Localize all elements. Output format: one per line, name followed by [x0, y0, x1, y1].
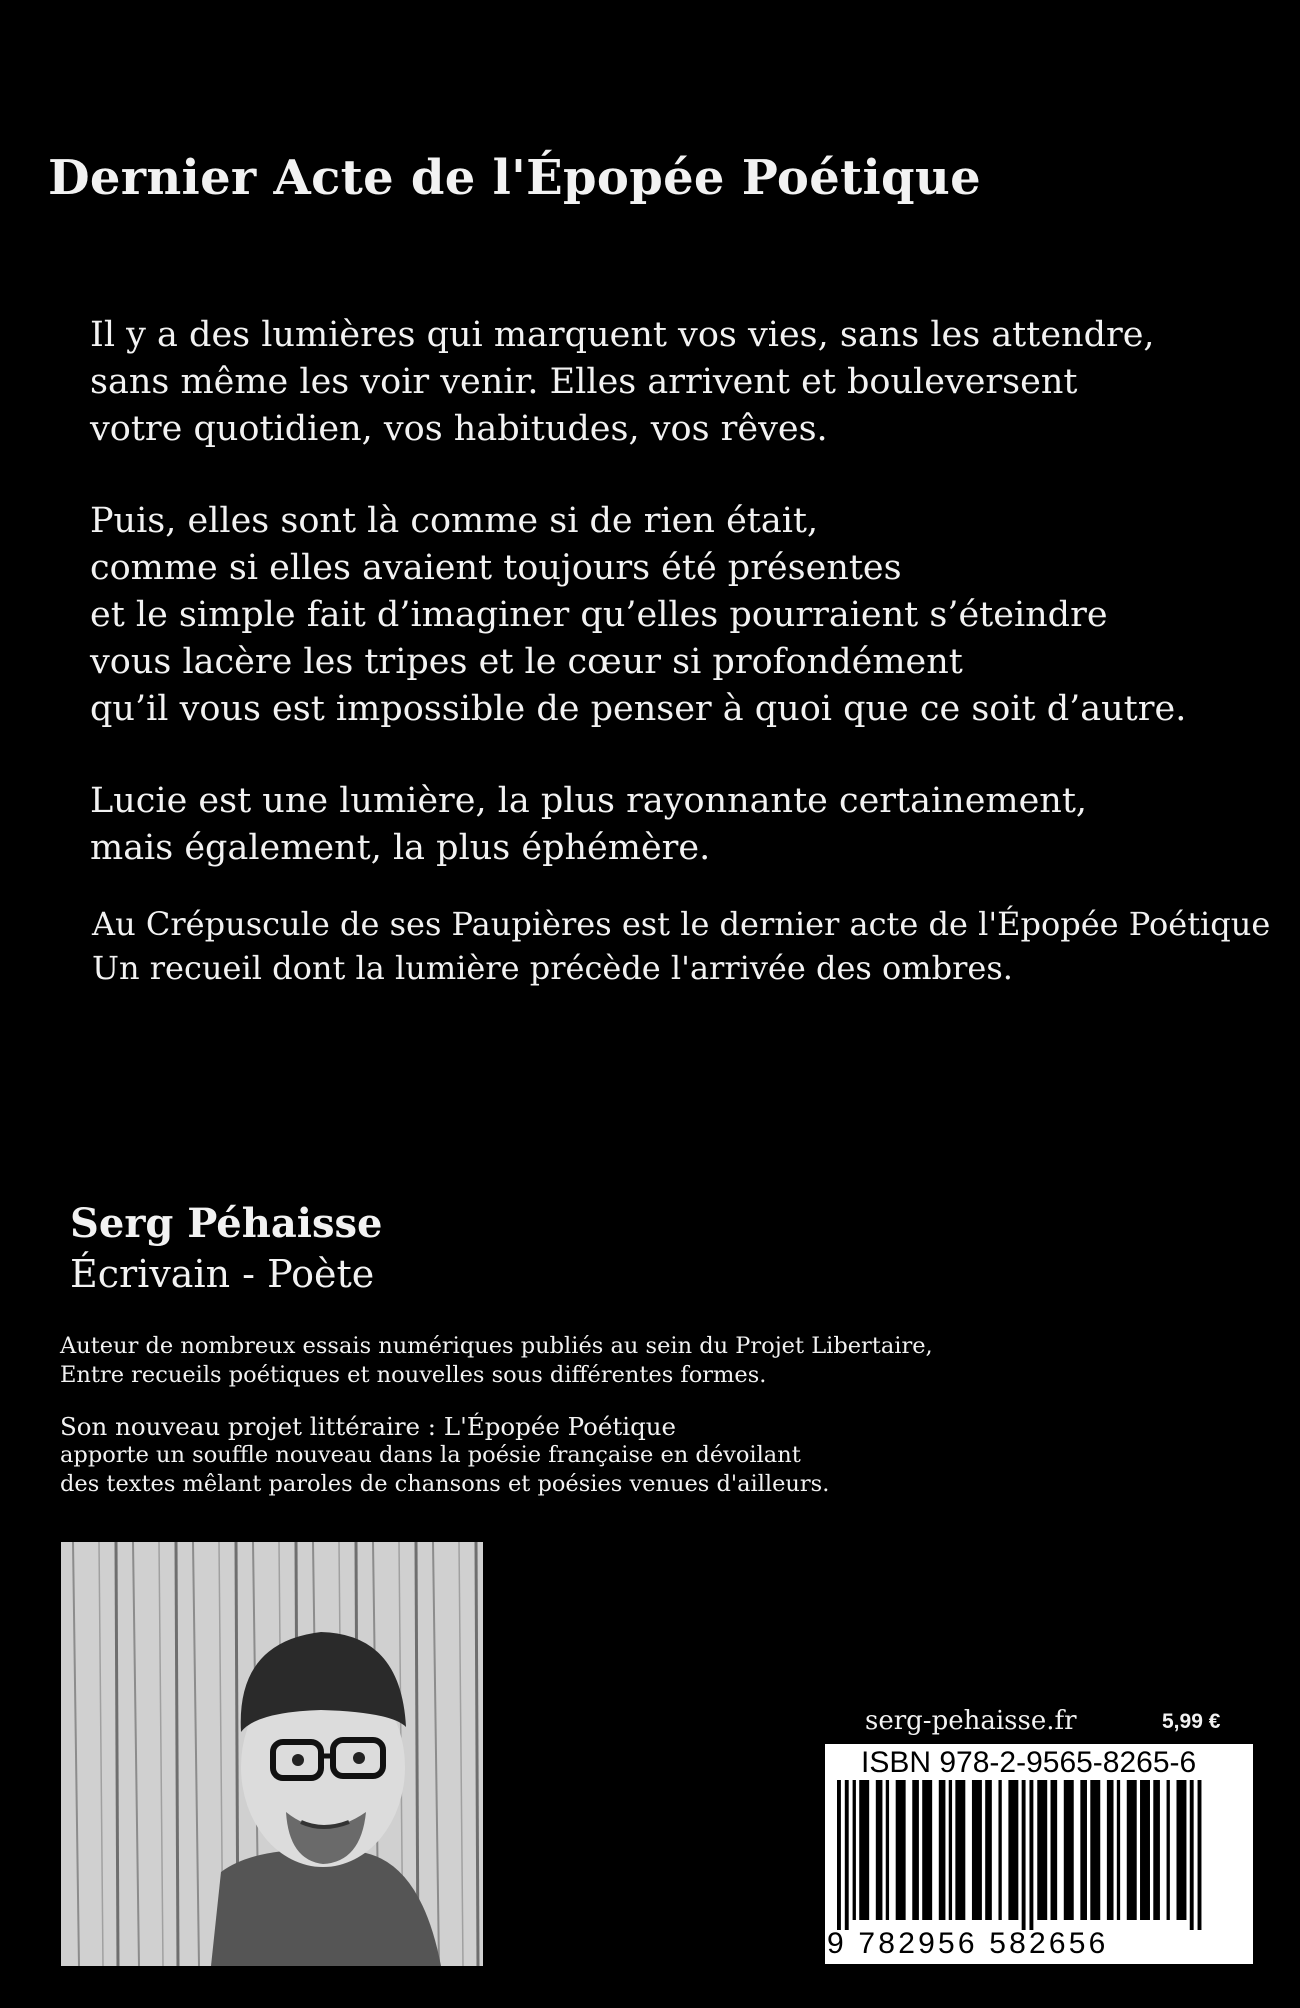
bio-line: Entre recueils poétiques et nouvelles sous différentes formes.	[60, 1362, 767, 1388]
barcode-bar	[1153, 1780, 1160, 1920]
blurb-paragraph-3	[90, 778, 1250, 872]
barcode-bar	[876, 1780, 883, 1920]
barcode-bar	[949, 1780, 952, 1920]
barcode-bar	[853, 1780, 856, 1920]
blurb-line: qu’il vous est impossible de penser à quoi que ce soit d’autre.	[90, 689, 1187, 729]
barcode-bar	[1176, 1780, 1186, 1920]
barcode-bar	[859, 1780, 869, 1920]
blurb-line: Il y a des lumières qui marquent vos vies, sans les attendre,	[90, 315, 1155, 355]
barcode-bar	[1064, 1780, 1074, 1920]
blurb-paragraph-2	[90, 498, 1250, 733]
barcode-bar	[998, 1780, 1001, 1920]
closing-line: Au Crépuscule de ses Paupières est le dernier acte de l'Épopée Poétique	[92, 905, 1271, 943]
blurb-line: sans même les voir venir. Elles arrivent et bouleversent	[90, 362, 1078, 402]
bio-line: Auteur de nombreux essais numériques publiés au sein du Projet Libertaire,	[60, 1333, 933, 1359]
barcode-bar	[896, 1780, 906, 1920]
isbn-label: ISBN 978-2-9565-8265-6	[861, 1746, 1197, 1779]
isbn-barcode	[825, 1744, 1253, 1964]
price-label: 5,99 €	[1162, 1710, 1221, 1733]
blurb-line: Puis, elles sont là comme si de rien était,	[90, 501, 819, 541]
closing-line: Un recueil dont la lumière précède l'arrivée des ombres.	[92, 949, 1013, 987]
blurb-line: votre quotidien, vos habitudes, vos rêves.	[90, 409, 828, 449]
barcode-bar	[1190, 1780, 1194, 1930]
barcode-bar	[939, 1780, 946, 1920]
barcode-bar	[1167, 1780, 1170, 1920]
barcode-bar	[955, 1780, 965, 1920]
barcode-bar	[845, 1780, 849, 1930]
barcode-bars	[833, 1780, 1245, 1930]
barcode-bar	[1051, 1780, 1058, 1920]
author-role: Écrivain - Poète	[70, 1252, 375, 1296]
barcode-bar	[922, 1780, 932, 1920]
blurb-line: et le simple fait d’imaginer qu’elles pourraient s’éteindre	[90, 595, 1108, 635]
barcode-bar	[1107, 1780, 1114, 1920]
bio-line: apporte un souffle nouveau dans la poésie française en dévoilant	[60, 1442, 801, 1468]
barcode-bar	[1008, 1780, 1018, 1920]
barcode-bar	[1140, 1780, 1150, 1920]
barcode-bar	[972, 1780, 982, 1920]
book-title: Dernier Acte de l'Épopée Poétique	[48, 150, 981, 206]
barcode-bar	[1198, 1780, 1202, 1930]
blurb	[90, 312, 1250, 917]
blurb-line: Lucie est une lumière, la plus rayonnante certainement,	[90, 781, 1088, 821]
author-name: Serg Péhaisse	[70, 1200, 383, 1247]
barcode-bar	[1117, 1780, 1120, 1920]
blurb-line: mais également, la plus éphémère.	[90, 828, 711, 868]
barcode-bar	[1127, 1780, 1137, 1920]
barcode-bar	[1037, 1780, 1047, 1920]
closing-statement	[92, 902, 1272, 990]
blurb-paragraph-1	[90, 312, 1250, 453]
author-photo	[61, 1542, 483, 1966]
barcode-bar	[886, 1780, 889, 1920]
barcode-bar	[1022, 1780, 1026, 1930]
author-bio	[60, 1332, 960, 1499]
author-portrait-image	[61, 1542, 483, 1966]
website-url[interactable]: serg-pehaisse.fr	[865, 1706, 1077, 1736]
barcode-bar	[985, 1780, 992, 1920]
barcode-bar	[912, 1780, 919, 1920]
barcode-bar	[1080, 1780, 1087, 1920]
barcode-bar	[1090, 1780, 1100, 1920]
barcode-bar	[837, 1780, 841, 1930]
barcode-bar	[1029, 1780, 1033, 1930]
bio-line: des textes mêlant paroles de chansons et poésies venues d'ailleurs.	[60, 1471, 830, 1497]
blurb-line: vous lacère les tripes et le cœur si profondément	[90, 642, 963, 682]
ean-number: 9 782956 582656	[827, 1927, 1109, 1960]
blurb-line: comme si elles avaient toujours été présentes	[90, 548, 902, 588]
bio-project-line: Son nouveau projet littéraire : L'Épopée Poétique	[60, 1412, 677, 1441]
